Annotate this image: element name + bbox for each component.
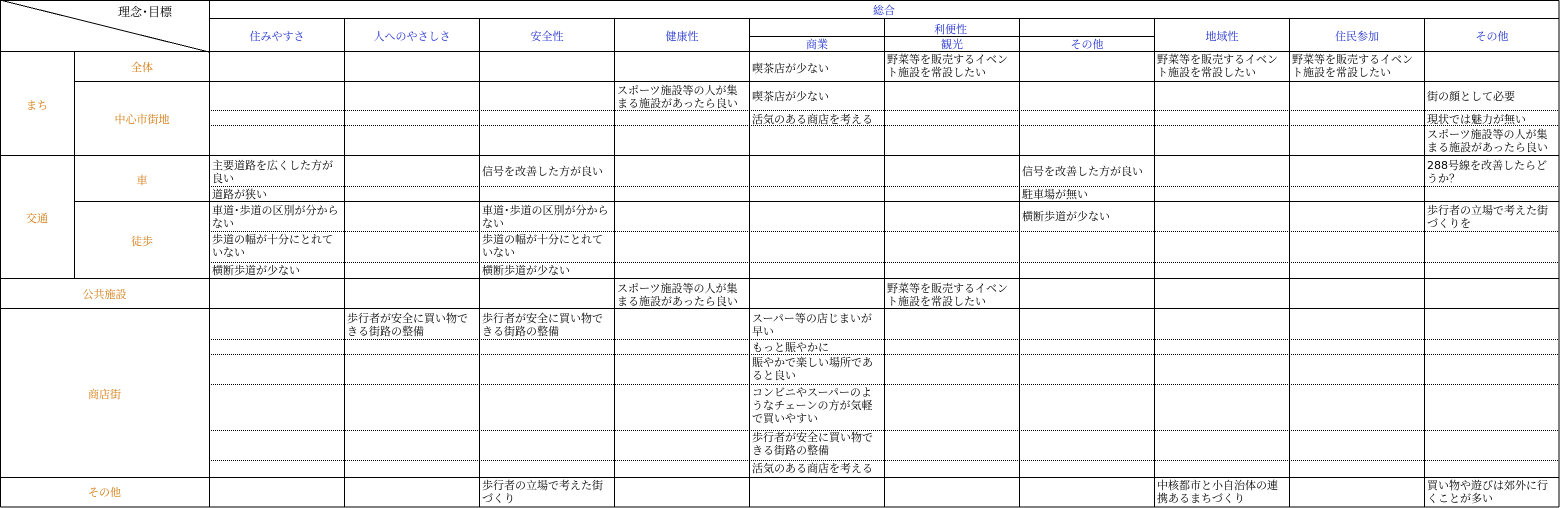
table-cell: 野菜等を販売するイベント施設を常設したい xyxy=(1157,53,1278,79)
header-col-commerce: 商業 xyxy=(806,38,828,51)
table-cell: 車道･歩道の区別が分からない xyxy=(212,204,339,230)
row-label-other: その他 xyxy=(88,486,121,499)
table-cell: 歩行者が安全に買い物できる街路の整備 xyxy=(347,312,468,338)
table-cell: 中核都市と小自治体の連携あるまちづくり xyxy=(1157,479,1278,505)
header-overall: 総合 xyxy=(873,4,895,17)
header-col-safety: 安全性 xyxy=(530,30,564,43)
header-col-kindness: 人へのやさしさ xyxy=(373,30,451,43)
table-cell: 野菜等を販売するイベント施設を常設したい xyxy=(1292,53,1413,79)
table-cell: スポーツ施設等の人が集まる施設があったら良い xyxy=(617,84,738,110)
table-cell: 道路が狭い xyxy=(212,188,267,201)
table-cell: 歩道の幅が十分にとれていない xyxy=(482,233,603,259)
table-cell: 野菜等を販売するイベント施設を常設したい xyxy=(887,53,1008,79)
table-cell: 歩道の幅が十分にとれていない xyxy=(212,233,333,259)
header-convenience: 利便性 xyxy=(934,23,967,36)
row-label-all: 全体 xyxy=(131,61,153,74)
row-label-shopping: 商店街 xyxy=(88,388,121,401)
table-cell: 信号を改善した方が良い xyxy=(1022,165,1143,178)
table-cell: 街の顔として必要 xyxy=(1427,90,1515,103)
table-cell: スポーツ施設等の人が集まる施設があったら良い xyxy=(1427,128,1548,154)
table-cell: 歩行者の立場で考えた街づくり xyxy=(482,479,603,505)
table-cell: 活気のある商店を考える xyxy=(752,113,873,126)
table-cell: 横断歩道が少ない xyxy=(212,264,300,277)
table-cell: スポーツ施設等の人が集まる施設があったら良い xyxy=(617,282,738,308)
table-cell: 喫茶店が少ない xyxy=(752,62,829,75)
table-cell: 野菜等を販売するイベント施設を常設したい xyxy=(887,282,1008,308)
table-cell: 歩行者の立場で考えた街づくりを xyxy=(1427,204,1548,230)
table-cell: 横断歩道が少ない xyxy=(482,264,570,277)
header-col-other: その他 xyxy=(1475,30,1509,43)
table-cell: 車道･歩道の区別が分からない xyxy=(482,204,609,230)
table-cell: 歩行者が安全に買い物できる街路の整備 xyxy=(482,312,603,338)
table-cell: スーパー等の店じまいが早い xyxy=(752,312,872,338)
row-label-center: 中心市街地 xyxy=(114,113,170,126)
row-group-machi: まち xyxy=(26,99,48,112)
table-cell: 横断歩道が少ない xyxy=(1022,210,1110,223)
table-cell: 信号を改善した方が良い xyxy=(482,165,603,178)
row-label-public: 公共施設 xyxy=(82,288,127,301)
header-col-livability: 住みやすさ xyxy=(249,30,305,43)
header-col-tourism: 観光 xyxy=(941,38,963,51)
table-cell: 活気のある商店を考える xyxy=(752,462,873,475)
table-cell: 主要道路を広くした方が良い xyxy=(212,159,333,185)
table-cell: 駐車場が無い xyxy=(1022,188,1088,201)
table-cell: 288号線を改善したらどうか？ xyxy=(1427,159,1547,185)
row-label-car: 車 xyxy=(136,174,148,187)
header-col-conv-other: その他 xyxy=(1070,38,1104,51)
header-col-participation: 住民参加 xyxy=(1335,30,1379,43)
table-cell: コンビニやスーパーのようなチェーンの方が気軽で買いやすい xyxy=(752,386,873,425)
table-cell: 喫茶店が少ない xyxy=(752,90,829,103)
row-label-walk: 徒歩 xyxy=(131,235,153,248)
header-col-regionality: 地域性 xyxy=(1205,30,1239,43)
corner-label: 理念･目標 xyxy=(118,6,173,19)
table-cell: 賑やかで楽しい場所であると良い xyxy=(752,356,873,382)
header-col-health: 健康性 xyxy=(665,30,699,43)
table-cell: もっと賑やかに xyxy=(752,341,829,354)
table-cell: 買い物や遊びは郊外に行くことが多い xyxy=(1427,479,1548,505)
table-cell: 現状では魅力が無い xyxy=(1427,113,1526,126)
table-cell: 歩行者が安全に買い物できる街路の整備 xyxy=(752,431,873,457)
row-group-traffic: 交通 xyxy=(26,212,48,225)
